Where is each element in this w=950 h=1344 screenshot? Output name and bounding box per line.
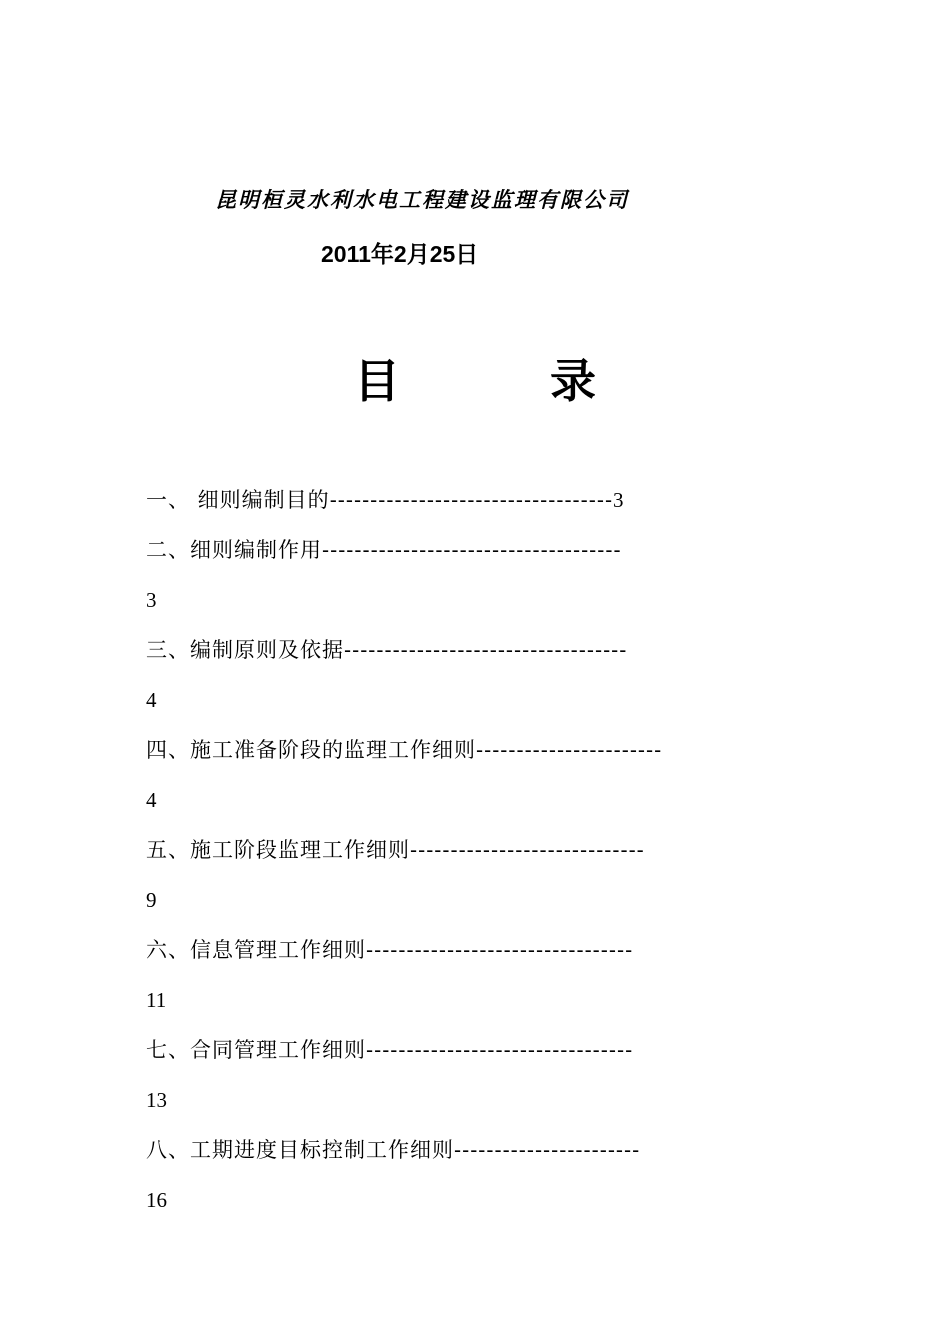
toc-leader: ------------------------------------- (322, 538, 622, 562)
toc-entry-label: 三、编制原则及依据 (146, 638, 344, 662)
toc-entry-5[interactable] (146, 836, 808, 864)
toc-entry-page: 3 (146, 588, 157, 612)
toc-entry-label: 一、 细则编制目的 (146, 488, 330, 512)
toc-entry-page: 16 (146, 1188, 167, 1212)
toc-entry-page: 9 (146, 888, 157, 912)
toc-leader: ----------------------- (476, 738, 663, 762)
toc-entry-2[interactable] (146, 536, 808, 564)
toc-entry-page: 4 (146, 688, 157, 712)
toc-entry-label: 二、细则编制作用 (146, 538, 322, 562)
toc-entry-label: 八、工期进度目标控制工作细则 (146, 1138, 454, 1162)
toc-entry-4[interactable] (146, 736, 808, 764)
toc-leader: ----------------------- (454, 1138, 641, 1162)
toc-leader: ----------------------------- (410, 838, 645, 862)
toc-entry-label: 五、施工阶段监理工作细则 (146, 838, 410, 862)
toc-leader: --------------------------------- (366, 1038, 634, 1062)
toc-leader: ----------------------------------- (344, 638, 628, 662)
document-date: 2011年2月25日 (321, 241, 479, 267)
toc-entry-page: 4 (146, 788, 157, 812)
toc-entry-page: 13 (146, 1088, 167, 1112)
toc-leader: ----------------------------------- (329, 488, 614, 512)
toc-entry-page: 11 (146, 988, 167, 1012)
toc-entry-6[interactable] (146, 936, 808, 964)
company-name: 昆明桓灵水利水电工程建设监理有限公司 (215, 187, 629, 212)
toc-leader: --------------------------------- (366, 938, 634, 962)
toc-entry-8[interactable] (146, 1136, 808, 1164)
toc-title-char-2: 录 (550, 354, 596, 408)
toc-entry-label: 七、合同管理工作细则 (146, 1038, 366, 1062)
toc-entry-7[interactable] (146, 1036, 808, 1064)
toc-entry-3[interactable] (146, 636, 808, 664)
toc-entry-1[interactable] (146, 486, 808, 514)
toc-title-char-1: 目 (354, 354, 400, 408)
toc-entry-label: 四、施工准备阶段的监理工作细则 (146, 738, 476, 762)
toc-entry-label: 六、信息管理工作细则 (146, 938, 366, 962)
toc-entry-page: 3 (613, 488, 625, 512)
